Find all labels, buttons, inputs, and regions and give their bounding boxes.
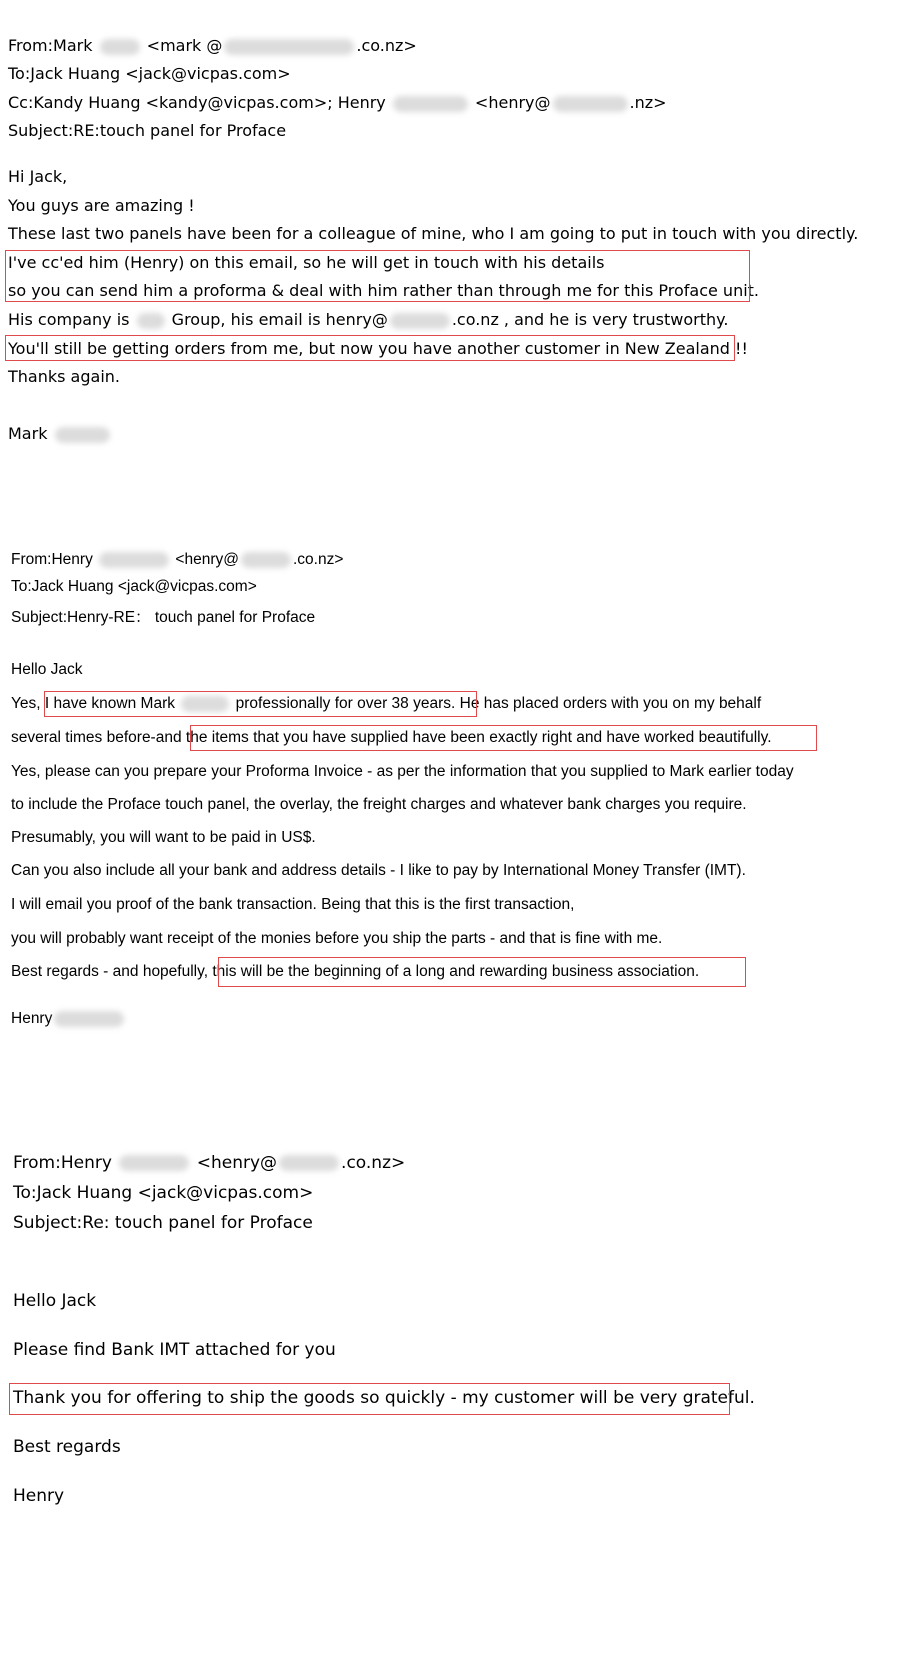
from-label: From:Henry: [13, 1153, 118, 1173]
text-segment: Yes,: [11, 695, 45, 712]
body-line-highlighted: You'll still be getting orders from me, but now you have another customer in New Zealand !!: [8, 339, 748, 358]
company-email-end: .co.nz , and he is very trustworthy.: [451, 310, 729, 329]
body-line: Can you also include all your bank and address details - I like to pay by International Money Transfer (IMT).: [11, 862, 746, 879]
redacted-domain: [553, 96, 628, 112]
from-label: From:Mark: [8, 36, 98, 55]
from-line: [13, 1153, 405, 1173]
subject-line: Subject:Henry-RE： touch panel for Proface: [11, 609, 316, 626]
body-line: [11, 729, 772, 747]
text-segment: Best regards - and hopefully,: [11, 963, 213, 980]
body-line: you will probably want receipt of the monies before you ship the parts - and that is fine with me.: [11, 930, 663, 947]
body-line: I will email you proof of the bank transaction. Being that this is the first transaction,: [11, 896, 575, 913]
cc-email-start: <henry@: [469, 93, 551, 112]
text-segment-highlighted: this will be the beginning of a long and rewarding business association.: [212, 963, 700, 980]
from-email-at: @: [206, 36, 223, 55]
redacted-domain: [390, 313, 450, 329]
from-email-start: <henry@: [171, 551, 239, 568]
greeting: Hello Jack: [13, 1291, 97, 1311]
from-label: From:Henry: [11, 551, 98, 568]
redacted-domain: [279, 1155, 339, 1171]
signature: [11, 1010, 126, 1028]
body-line: Best regards: [13, 1437, 121, 1457]
from-line: [8, 36, 417, 55]
body-line: [8, 310, 728, 329]
from-email-end: .co.nz>: [356, 36, 417, 55]
redacted-domain: [241, 552, 291, 568]
subject-line: Subject:RE:touch panel for Proface: [8, 121, 287, 140]
signature: [8, 424, 112, 443]
signature-name: Mark: [8, 424, 53, 443]
from-email-start: <henry@: [191, 1153, 278, 1173]
body-line-highlighted: Thank you for offering to ship the goods so quickly - my customer will be very grateful.: [13, 1388, 755, 1408]
subject-line: Subject:Re: touch panel for Proface: [13, 1213, 313, 1233]
body-line: Please find Bank IMT attached for you: [13, 1340, 336, 1360]
from-email-end: .co.nz>: [341, 1153, 406, 1173]
from-line: [11, 551, 343, 569]
redacted-surname: [100, 39, 140, 55]
body-line: [11, 695, 761, 713]
to-line: To:Jack Huang <jack@vicpas.com>: [8, 64, 291, 83]
body-line: Yes, please can you prepare your Proforma Invoice - as per the information that you supplied to Mark earlier today: [11, 763, 794, 780]
body-line: to include the Proface touch panel, the overlay, the freight charges and whatever bank charges you require.: [11, 796, 747, 813]
redacted-surname: [393, 96, 468, 112]
greeting: Hello Jack: [11, 661, 83, 678]
company-email-start: Group, his email is henry@: [166, 310, 388, 329]
redacted-surname: [99, 552, 169, 568]
redacted-surname: [55, 427, 110, 443]
body-line: [11, 963, 699, 981]
cc-label: Cc:Kandy Huang <kandy@vicpas.com>; Henry: [8, 93, 391, 112]
redacted-surname: [119, 1155, 189, 1171]
body-line-highlighted: so you can send him a proforma & deal with him rather than through me for this Proface unit.: [8, 281, 760, 300]
cc-line: [8, 93, 667, 112]
text-segment-highlighted: professionally for over 38 years.: [231, 695, 456, 712]
from-email-start: <mark: [141, 36, 207, 55]
signature-name: Henry: [11, 1010, 53, 1027]
body-line-highlighted: I've cc'ed him (Henry) on this email, so he will get in touch with his details: [8, 253, 605, 272]
to-line: To:Jack Huang <jack@vicpas.com>: [11, 578, 257, 595]
redacted-surname: [54, 1011, 124, 1027]
signature: Henry: [13, 1486, 65, 1506]
cc-email-end: .nz>: [629, 93, 667, 112]
text-segment-highlighted: the items that you have supplied have been exactly right and have worked beautifully.: [185, 729, 772, 746]
redacted-domain: [224, 39, 354, 55]
body-line: Thanks again.: [8, 367, 120, 386]
body-line: You guys are amazing !: [8, 196, 195, 215]
redacted-company: [137, 313, 165, 329]
body-line: These last two panels have been for a colleague of mine, who I am going to put in touch with you directly.: [8, 224, 859, 243]
redacted-surname: [181, 696, 229, 712]
text-segment-highlighted: I have known Mark: [44, 695, 180, 712]
body-line: Presumably, you will want to be paid in US$.: [11, 829, 316, 846]
company-label: His company is: [8, 310, 135, 329]
text-segment: several times before-and: [11, 729, 186, 746]
from-email-end: .co.nz>: [293, 551, 344, 568]
greeting: Hi Jack,: [8, 167, 68, 186]
text-segment: He has placed orders with you on my behalf: [455, 695, 762, 712]
to-line: To:Jack Huang <jack@vicpas.com>: [13, 1183, 314, 1203]
